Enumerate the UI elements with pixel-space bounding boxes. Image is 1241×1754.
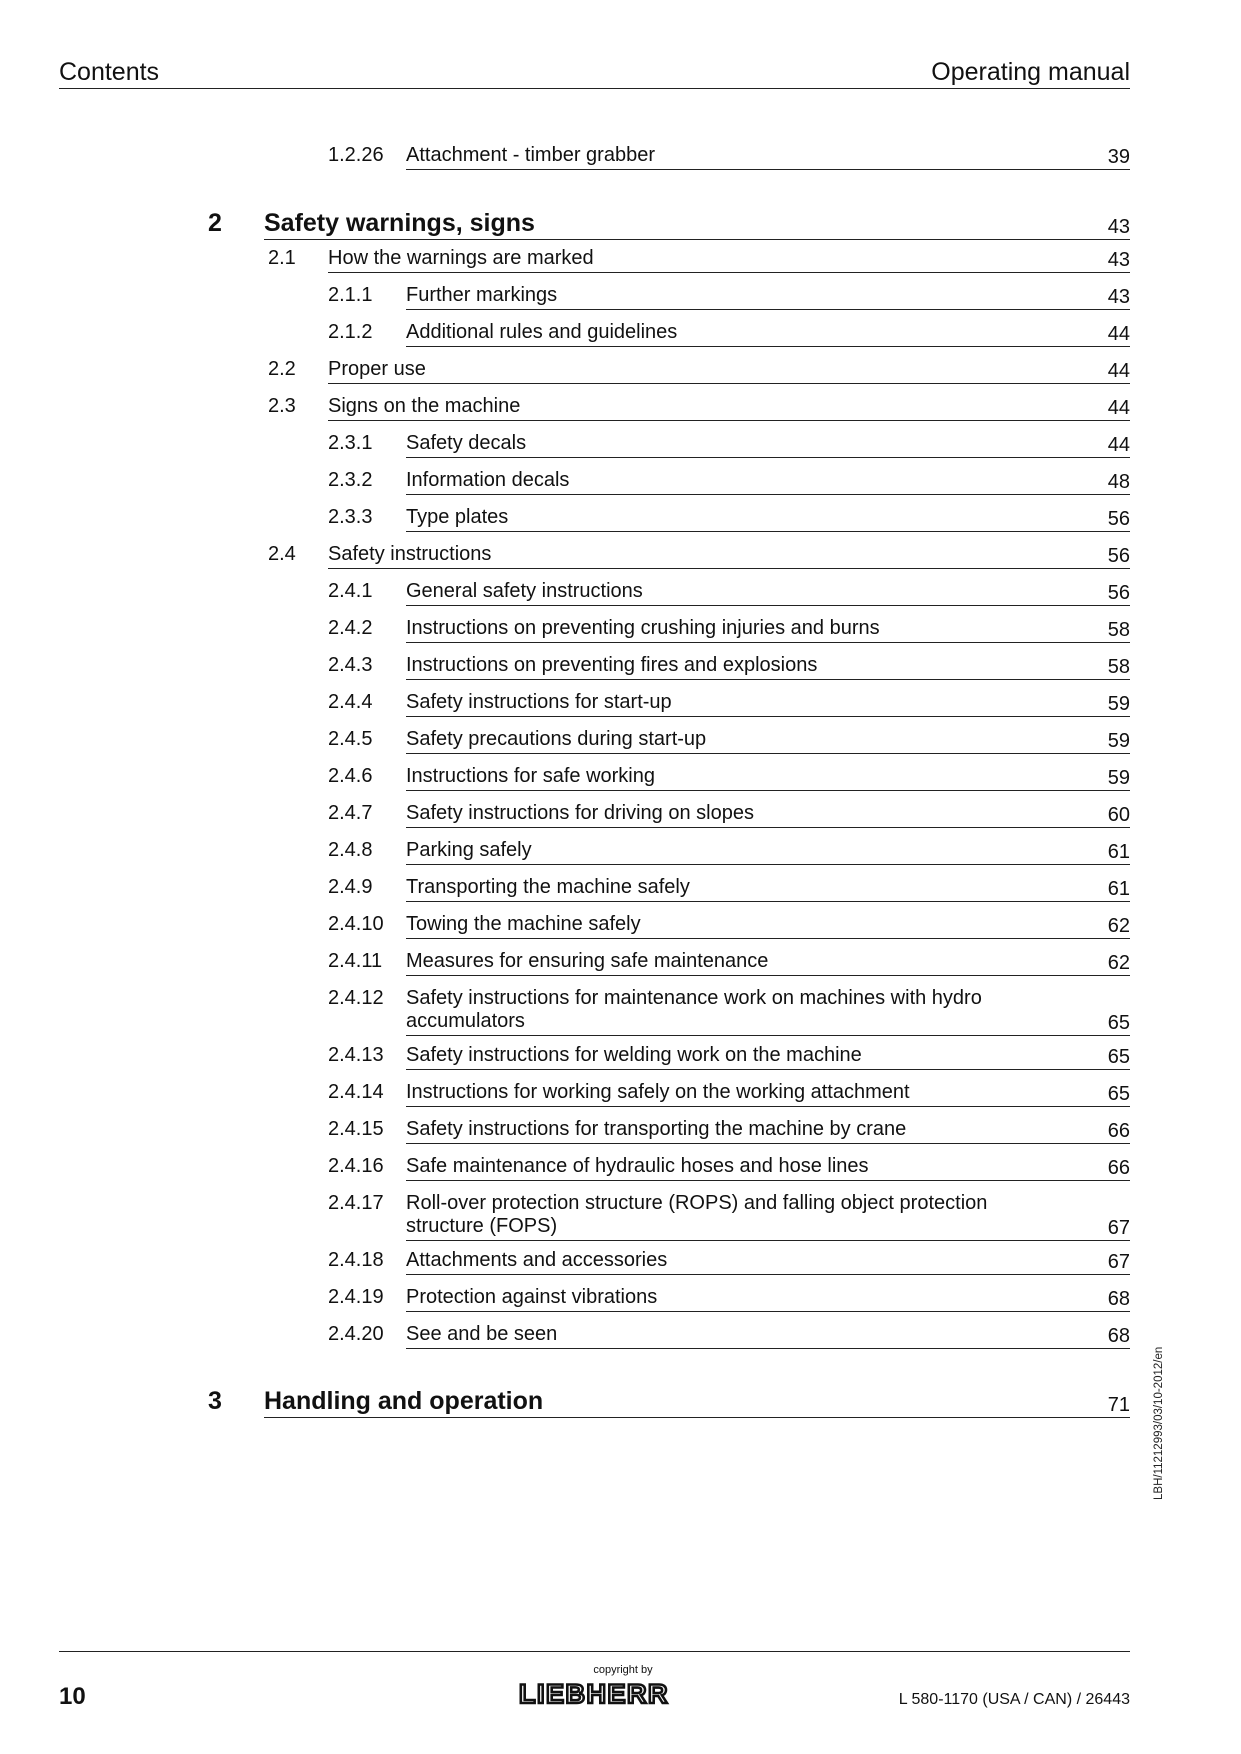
toc-entry-title: How the warnings are marked [328,247,594,269]
toc-entry-title: Attachments and accessories [406,1249,668,1271]
toc-entry-page: 68 [1107,1325,1130,1347]
toc-entry-page: 44 [1107,397,1130,419]
toc-entry-page: 65 [1107,1046,1130,1068]
toc-entry-number: 2.4.1 [328,580,373,602]
toc-entry-underline [406,716,1130,717]
toc-subsection[interactable] [328,1154,1130,1179]
toc-entry-title: Parking safely [406,839,532,861]
toc-entry-page: 62 [1107,952,1130,974]
toc-entry-number: 2.4.3 [328,654,373,676]
toc-entry-number: 2.1 [268,247,296,269]
toc-entry-title: Proper use [328,358,426,380]
toc-entry-underline [406,605,1130,606]
toc-entry-title: Attachment - timber grabber [406,144,655,166]
toc-entry-title: Safety instructions for start-up [406,691,672,713]
toc-entry-title: Roll-over protection structure (ROPS) and falling object protection [406,1192,988,1214]
toc-entry-number: 2.4.17 [328,1192,384,1214]
toc-subsection[interactable] [328,283,1130,308]
toc-entry-number: 2.3.3 [328,506,373,528]
toc-entry-underline [328,568,1130,569]
toc-entry-underline [406,679,1130,680]
toc-entry-title: Safety warnings, signs [264,209,535,237]
toc-entry-title: Safety instructions for welding work on the machine [406,1044,862,1066]
toc-entry-page: 68 [1107,1288,1130,1310]
toc-entry-title: See and be seen [406,1323,558,1345]
toc-entry-page: 66 [1107,1120,1130,1142]
toc-entry-title: Safety instructions [328,543,492,565]
toc-entry-page: 44 [1107,360,1130,382]
toc-entry-underline [406,346,1130,347]
document-code: L 580-1170 (USA / CAN) / 26443 [898,1691,1130,1708]
toc-entry-number: 2.4.5 [328,728,373,750]
toc-entry-page: 59 [1107,767,1130,789]
toc-entry-page: 67 [1107,1251,1130,1273]
toc-entry-page: 48 [1107,471,1130,493]
toc-subsection[interactable] [328,320,1130,345]
toc-entry-number: 2.4.20 [328,1323,384,1345]
toc-entry-underline [406,1180,1130,1181]
toc-entry-title: Measures for ensuring safe maintenance [406,950,769,972]
toc-entry-number: 2.4.2 [328,617,373,639]
toc-entry-underline [406,938,1130,939]
toc-entry-page: 43 [1107,249,1130,271]
toc-entry-number: 2.2 [268,358,296,380]
toc-section[interactable] [268,394,1130,419]
toc-entry-underline [406,827,1130,828]
toc-entry-title: Handling and operation [264,1387,544,1415]
toc-entry-number: 2.4.14 [328,1081,384,1103]
toc-entry-number: 2 [208,209,222,237]
toc-entry-underline [406,1143,1130,1144]
toc-entry-number: 2.1.2 [328,321,373,343]
toc-section[interactable] [268,357,1130,382]
toc-entry-number: 2.4.19 [328,1286,384,1308]
toc-entry-page: 59 [1107,693,1130,715]
toc-subsection[interactable] [328,1285,1130,1310]
toc-entry-title: Safety decals [406,432,527,454]
toc-entry-title: Towing the machine safely [406,913,641,935]
toc-entry-number: 2.4.18 [328,1249,384,1271]
toc-entry-number: 3 [208,1387,222,1415]
toc-entry-title: Safety instructions for transporting the machine by crane [406,1118,907,1140]
toc-subsection[interactable] [328,838,1130,863]
header-document-title: Operating manual [931,58,1130,86]
toc-entry-page: 62 [1107,915,1130,937]
toc-entry-underline [406,309,1130,310]
toc-entry-title: Additional rules and guidelines [406,321,678,343]
toc-section[interactable] [268,542,1130,567]
toc-entry-page: 56 [1107,545,1130,567]
toc-entry-number: 2.4.8 [328,839,373,861]
header-section-title: Contents [59,58,160,86]
toc-chapter[interactable] [208,1386,1130,1416]
toc-entry-number: 2.4.6 [328,765,373,787]
toc-subsection[interactable] [328,468,1130,493]
toc-entry-underline [406,531,1130,532]
toc-entry-title: Safety instructions for driving on slopes [406,802,754,824]
copyright-note: copyright by [593,1664,653,1676]
toc-entry-underline [406,864,1130,865]
toc-entry-underline [406,753,1130,754]
toc-subsection[interactable] [328,653,1130,678]
toc-entry-title: General safety instructions [406,580,643,602]
toc-entry-page: 67 [1107,1217,1130,1239]
toc-entry-number: 2.4.7 [328,802,373,824]
toc-entry-page: 65 [1107,1012,1130,1034]
toc-subsection[interactable] [328,1322,1130,1347]
toc-entry-underline [406,790,1130,791]
toc-entry-page: 65 [1107,1083,1130,1105]
footer-rule [59,1651,1130,1652]
toc-chapter[interactable] [208,208,1130,238]
toc-entry-underline [406,169,1130,170]
toc-entry-number: 2.4.11 [328,950,383,972]
toc-entry-title-continued: accumulators [406,1010,525,1032]
toc-entry-underline [328,383,1130,384]
toc-entry-title: Signs on the machine [328,395,521,417]
toc-entry-underline [406,457,1130,458]
toc-entry-title: Type plates [406,506,509,528]
toc-entry-number: 2.4.4 [328,691,373,713]
toc-entry-title: Protection against vibrations [406,1286,658,1308]
toc-subsection[interactable] [328,727,1130,752]
toc-subsection[interactable] [328,912,1130,937]
page-number: 10 [59,1683,86,1710]
toc-entry-number: 1.2.26 [328,144,384,166]
toc-entry-page: 59 [1107,730,1130,752]
toc-subsection[interactable] [328,616,1130,641]
toc-entry-page: 60 [1107,804,1130,826]
toc-entry-page: 71 [1107,1394,1130,1416]
toc-entry-title: Information decals [406,469,570,491]
toc-subsection[interactable] [328,1248,1130,1273]
toc-entry-number: 2.1.1 [328,284,373,306]
toc-entry-title: Safety precautions during start-up [406,728,707,750]
toc-entry-page: 56 [1107,582,1130,604]
header-rule [59,88,1130,89]
toc-entry-title: Instructions on preventing crushing injuries and burns [406,617,880,639]
toc-entry-underline [406,901,1130,902]
toc-subsection[interactable] [328,764,1130,789]
toc-entry-title: Transporting the machine safely [406,876,690,898]
toc-entry-page: 56 [1107,508,1130,530]
toc-entry-number: 2.4 [268,543,296,565]
toc-entry-underline [406,1274,1130,1275]
toc-entry-title: Instructions for safe working [406,765,655,787]
toc-entry-title: Further markings [406,284,558,306]
toc-subsection[interactable] [328,801,1130,826]
toc-entry-underline [406,1069,1130,1070]
toc-entry-number: 2.3.2 [328,469,373,491]
toc-entry-underline [264,239,1130,240]
toc-entry-title: Instructions on preventing fires and explosions [406,654,818,676]
toc-subsection[interactable] [328,1117,1130,1142]
toc-section[interactable] [268,246,1130,271]
toc-entry-number: 2.4.15 [328,1118,384,1140]
toc-entry-number: 2.3 [268,395,296,417]
toc-subsection[interactable] [328,1043,1130,1068]
toc-entry-page: 66 [1107,1157,1130,1179]
toc-entry-title: Safety instructions for maintenance work on machines with hydro [406,987,982,1009]
toc-subsection[interactable] [328,986,1130,1034]
toc-entry-page: 39 [1107,146,1130,168]
toc-entry-page: 61 [1107,878,1130,900]
toc-entry-number: 2.4.10 [328,913,384,935]
liebherr-logo [504,1678,684,1708]
toc-subsection[interactable] [328,1191,1130,1239]
toc-entry-underline [406,1035,1130,1036]
toc-subsection[interactable] [328,143,1130,168]
toc-entry-number: 2.4.12 [328,987,384,1009]
toc-entry-underline [264,1417,1130,1418]
toc-entry-underline [406,975,1130,976]
toc-entry-page: 58 [1107,656,1130,678]
toc-subsection[interactable] [328,505,1130,530]
toc-entry-number: 2.4.13 [328,1044,384,1066]
toc-entry-page: 44 [1107,323,1130,345]
toc-entry-page: 43 [1107,216,1130,238]
toc-entry-underline [406,1348,1130,1349]
toc-subsection[interactable] [328,875,1130,900]
document-reference: LBH/11212993/03/10-2012/en [1153,1346,1165,1500]
toc-subsection[interactable] [328,949,1130,974]
toc-entry-underline [406,1311,1130,1312]
toc-entry-number: 2.4.16 [328,1155,384,1177]
toc-entry-page: 58 [1107,619,1130,641]
toc-entry-page: 61 [1107,841,1130,863]
toc-entry-underline [328,420,1130,421]
svg-text:LIEBHERR: LIEBHERR [518,1679,670,1708]
toc-entry-title: Safe maintenance of hydraulic hoses and hose lines [406,1155,869,1177]
toc-entry-title: Instructions for working safely on the working attachment [406,1081,910,1103]
toc-subsection[interactable] [328,690,1130,715]
toc-entry-underline [406,642,1130,643]
toc-entry-page: 44 [1107,434,1130,456]
toc-entry-number: 2.4.9 [328,876,373,898]
toc-entry-underline [406,1240,1130,1241]
toc-entry-number: 2.3.1 [328,432,373,454]
toc-entry-underline [406,1106,1130,1107]
toc-entry-underline [406,494,1130,495]
toc-entry-title-continued: structure (FOPS) [406,1215,558,1237]
toc-subsection[interactable] [328,1080,1130,1105]
toc-entry-underline [328,272,1130,273]
toc-subsection[interactable] [328,431,1130,456]
toc-entry-page: 43 [1107,286,1130,308]
toc-subsection[interactable] [328,579,1130,604]
